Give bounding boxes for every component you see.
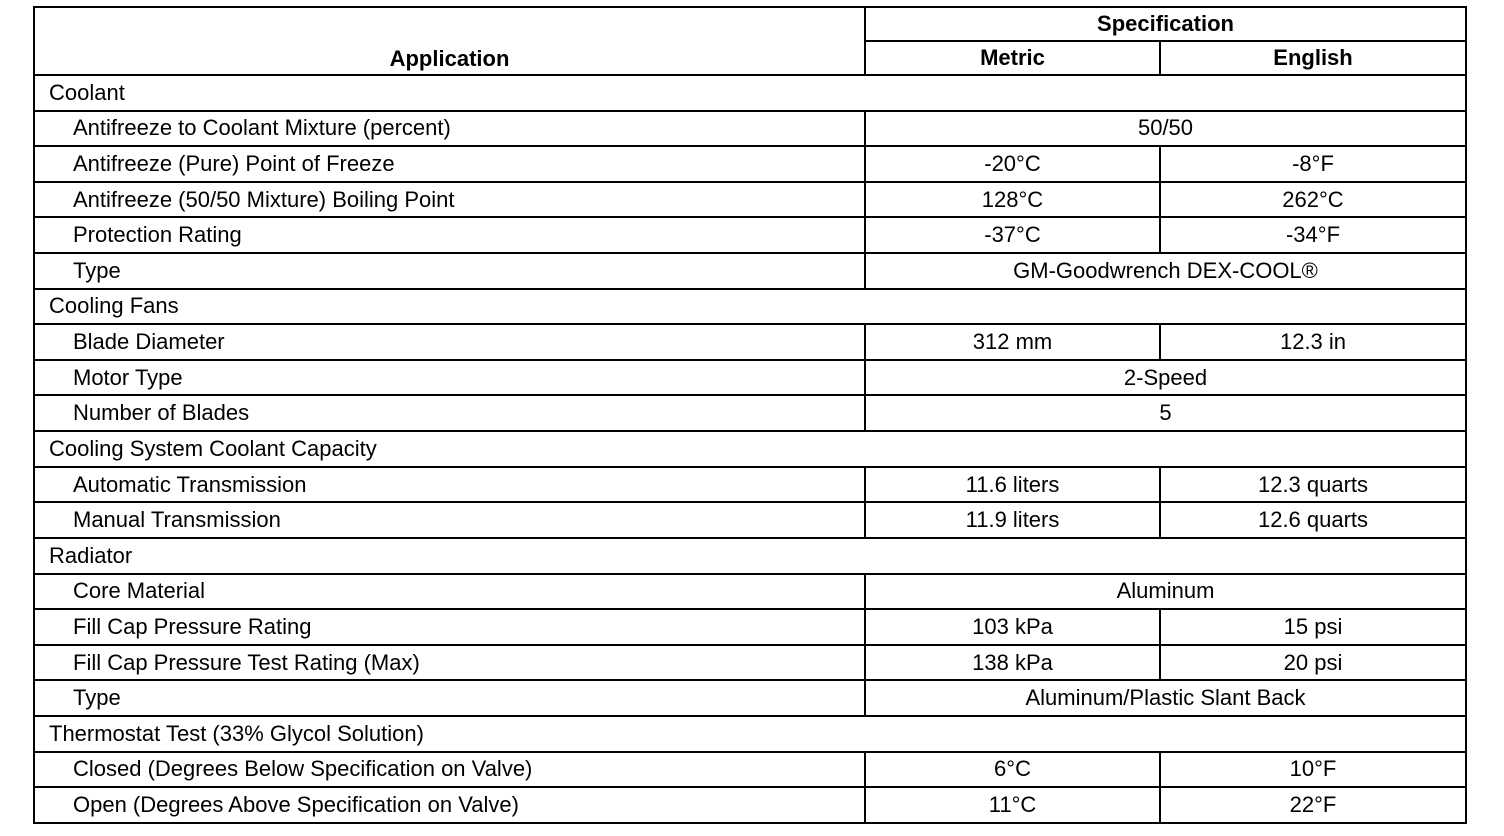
table-header [34, 7, 1466, 75]
section-title: Cooling Fans [34, 289, 1466, 325]
table-row [34, 752, 1466, 788]
row-label: Number of Blades [34, 395, 865, 431]
table-row [34, 253, 1466, 289]
table-row [34, 182, 1466, 218]
row-label: Protection Rating [34, 217, 865, 253]
table-row [34, 574, 1466, 610]
header-row-top [34, 7, 1466, 41]
metric-value: 312 mm [865, 324, 1160, 360]
row-label: Antifreeze (50/50 Mixture) Boiling Point [34, 182, 865, 218]
table-row [34, 502, 1466, 538]
section-title: Cooling System Coolant Capacity [34, 431, 1466, 467]
english-header: English [1160, 41, 1466, 75]
table-row [34, 146, 1466, 182]
table-body [34, 75, 1466, 823]
english-value: 10°F [1160, 752, 1466, 788]
english-value: -34°F [1160, 217, 1466, 253]
table-row [34, 787, 1466, 823]
section-row [34, 431, 1466, 467]
english-value: 12.3 in [1160, 324, 1466, 360]
row-label: Type [34, 680, 865, 716]
combined-value: 2-Speed [865, 360, 1466, 396]
table-row [34, 467, 1466, 503]
row-label: Closed (Degrees Below Specification on Valve) [34, 752, 865, 788]
row-label: Type [34, 253, 865, 289]
metric-value: -20°C [865, 146, 1160, 182]
english-value: 12.6 quarts [1160, 502, 1466, 538]
row-label: Automatic Transmission [34, 467, 865, 503]
row-label: Open (Degrees Above Specification on Valve) [34, 787, 865, 823]
row-label: Fill Cap Pressure Test Rating (Max) [34, 645, 865, 681]
metric-value: 6°C [865, 752, 1160, 788]
row-label: Antifreeze (Pure) Point of Freeze [34, 146, 865, 182]
english-value: 12.3 quarts [1160, 467, 1466, 503]
row-label: Fill Cap Pressure Rating [34, 609, 865, 645]
row-label: Motor Type [34, 360, 865, 396]
english-value: 20 psi [1160, 645, 1466, 681]
row-label: Manual Transmission [34, 502, 865, 538]
table-row [34, 680, 1466, 716]
combined-value: 5 [865, 395, 1466, 431]
table-row [34, 395, 1466, 431]
row-label: Antifreeze to Coolant Mixture (percent) [34, 111, 865, 147]
section-row [34, 75, 1466, 111]
table-row [34, 360, 1466, 396]
metric-value: 11.6 liters [865, 467, 1160, 503]
section-title: Thermostat Test (33% Glycol Solution) [34, 716, 1466, 752]
metric-value: -37°C [865, 217, 1160, 253]
combined-value: Aluminum/Plastic Slant Back [865, 680, 1466, 716]
combined-value: Aluminum [865, 574, 1466, 610]
application-header: Application [34, 7, 865, 75]
metric-value: 128°C [865, 182, 1160, 218]
metric-value: 103 kPa [865, 609, 1160, 645]
section-row [34, 289, 1466, 325]
table-row [34, 645, 1466, 681]
metric-header: Metric [865, 41, 1160, 75]
metric-value: 11.9 liters [865, 502, 1160, 538]
section-title: Radiator [34, 538, 1466, 574]
english-value: 262°C [1160, 182, 1466, 218]
metric-value: 11°C [865, 787, 1160, 823]
specification-header: Specification [865, 7, 1466, 41]
table-row [34, 217, 1466, 253]
section-title: Coolant [34, 75, 1466, 111]
section-row [34, 716, 1466, 752]
metric-value: 138 kPa [865, 645, 1160, 681]
specification-table [33, 6, 1467, 824]
row-label: Core Material [34, 574, 865, 610]
combined-value: GM-Goodwrench DEX-COOL® [865, 253, 1466, 289]
section-row [34, 538, 1466, 574]
row-label: Blade Diameter [34, 324, 865, 360]
english-value: 15 psi [1160, 609, 1466, 645]
table-row [34, 111, 1466, 147]
english-value: -8°F [1160, 146, 1466, 182]
english-value: 22°F [1160, 787, 1466, 823]
combined-value: 50/50 [865, 111, 1466, 147]
table-row [34, 609, 1466, 645]
table-row [34, 324, 1466, 360]
